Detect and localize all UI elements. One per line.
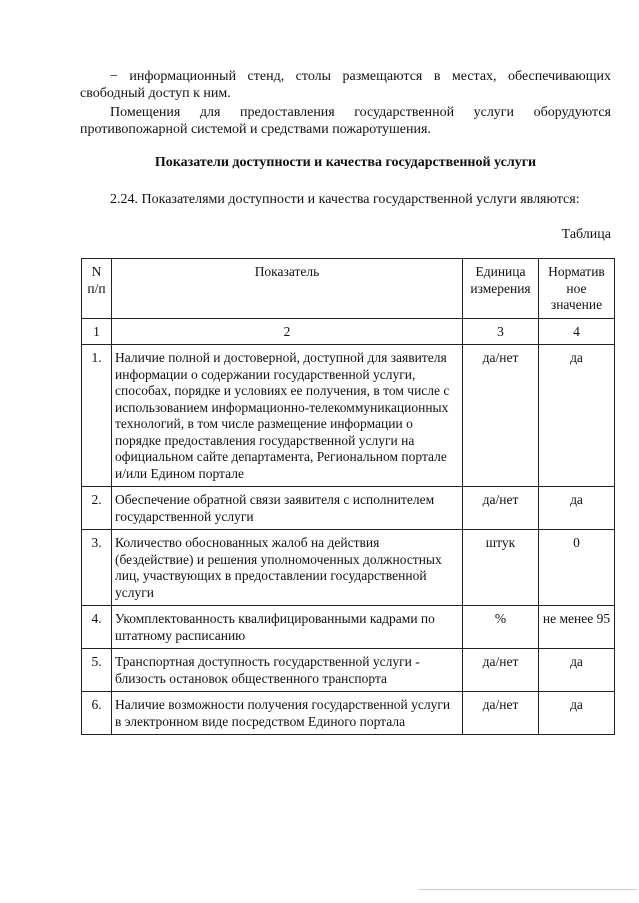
header-indicator-text: Показатель	[254, 264, 320, 279]
column-number: 2	[112, 318, 463, 345]
table-caption: Таблица	[561, 227, 611, 242]
row-num: 5.	[82, 649, 112, 692]
paragraph-stand: − информационный стенд, столы размещаются в местах, обеспечивающих свободный доступ к ним.	[80, 69, 611, 101]
row-indicator: Наличие полной и достоверной, доступной для заявителя информации о содержании государственной услуги, способах, порядке и условиях ее получения, в том числе с использованием информационно-телекоммуникационных технологий, в том числе размещение информации о порядке предоставления государственной услуги на официальном сайте департамента, Региональном портале и/или Едином портале	[112, 345, 463, 487]
table-row	[82, 606, 615, 649]
section-heading: Показатели доступности и качества государственной услуги	[154, 155, 537, 170]
row-norm: да	[539, 487, 615, 530]
row-unit: штук	[463, 530, 539, 606]
row-indicator: Транспортная доступность государственной услуги - близость остановок общественного транспорта	[112, 649, 463, 692]
header-unit	[463, 259, 539, 319]
paragraph-intro: 2.24. Показателями доступности и качества государственной услуги являются:	[110, 192, 580, 207]
row-unit: да/нет	[463, 345, 539, 487]
header-norm	[539, 259, 615, 319]
row-norm: да	[539, 345, 615, 487]
row-num: 2.	[82, 487, 112, 530]
table-header-row	[82, 259, 615, 319]
footer-divider	[418, 889, 638, 890]
column-number: 1	[82, 318, 112, 345]
column-number: 4	[539, 318, 615, 345]
table-row	[82, 487, 615, 530]
paragraph-premises: Помещения для предоставления государственной услуги оборудуются противопожарной системой и средствами пожаротушения.	[80, 105, 611, 137]
row-indicator: Укомплектованность квалифицированными кадрами по штатному расписанию	[112, 606, 463, 649]
header-num	[82, 259, 112, 319]
header-unit-text: Единица измерения	[470, 264, 531, 296]
header-num-text: N п/п	[87, 264, 106, 296]
row-unit: да/нет	[463, 692, 539, 735]
row-norm: да	[539, 692, 615, 735]
table-row	[82, 345, 615, 487]
row-indicator: Количество обоснованных жалоб на действия (бездействие) и решения уполномоченных должностных лиц, участвующих в предоставлении государственной услуги	[112, 530, 463, 606]
row-num: 1.	[82, 345, 112, 487]
row-norm: 0	[539, 530, 615, 606]
row-norm: да	[539, 649, 615, 692]
row-num: 4.	[82, 606, 112, 649]
row-num: 6.	[82, 692, 112, 735]
indicators-table	[81, 258, 615, 735]
table-row	[82, 530, 615, 606]
column-number-row	[82, 318, 615, 345]
row-indicator: Наличие возможности получения государственной услуги в электронном виде посредством Единого портала	[112, 692, 463, 735]
row-unit: да/нет	[463, 649, 539, 692]
header-indicator	[112, 259, 463, 319]
table-row	[82, 692, 615, 735]
row-unit: %	[463, 606, 539, 649]
column-number: 3	[463, 318, 539, 345]
row-unit: да/нет	[463, 487, 539, 530]
header-norm-text: Норматив ное значение	[548, 264, 605, 312]
table-row	[82, 649, 615, 692]
row-norm: не менее 95	[539, 606, 615, 649]
row-indicator: Обеспечение обратной связи заявителя с исполнителем государственной услуги	[112, 487, 463, 530]
row-num: 3.	[82, 530, 112, 606]
